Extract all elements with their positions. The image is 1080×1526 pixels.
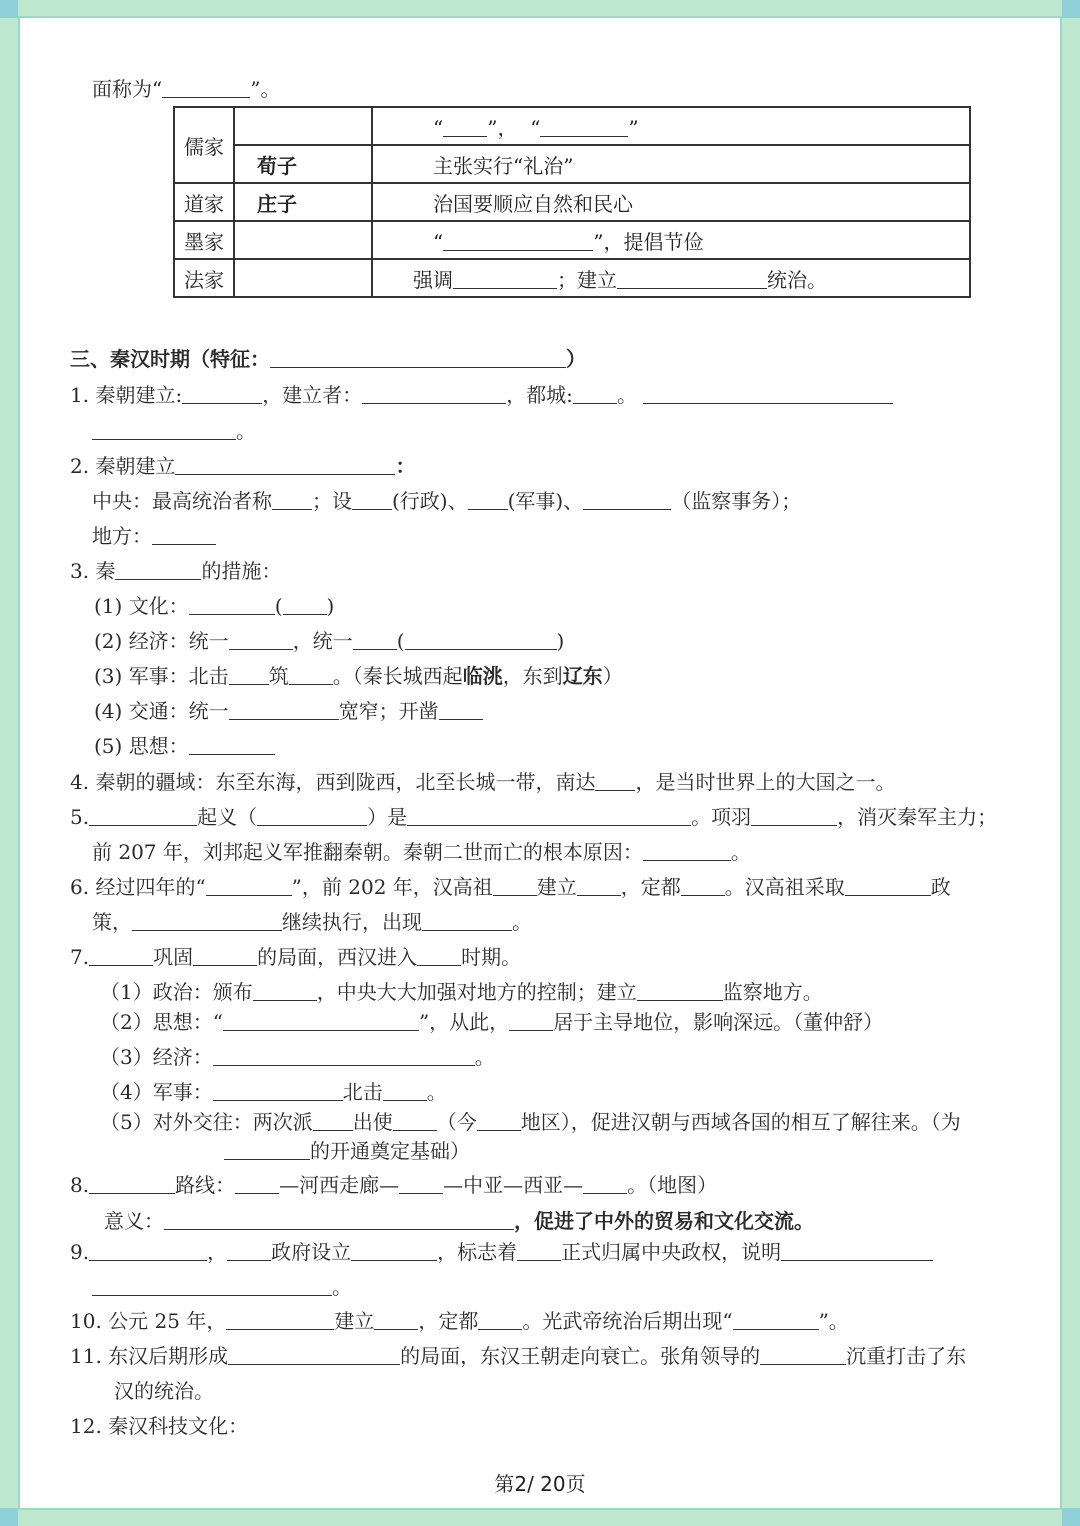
table-row	[174, 183, 970, 221]
question-8-significance: 意义： ，促进了中外的贸易和文化交流。	[104, 1209, 814, 1233]
question-7-item-2: （2）思想：“ ”，从此， 居于主导地位，影响深远。（董仲舒）	[100, 1010, 884, 1034]
question-1-cont: 。	[92, 418, 256, 444]
corner-decoration	[1062, 1508, 1080, 1526]
question-7-item-5: （5）对外交往：两次派 出使 （今 地区），促进汉朝与西域各国的相互了解往来。（为	[100, 1110, 961, 1134]
question-1: 1. 秦朝建立: ，建立者： ，都城: 。	[70, 382, 893, 408]
question-7-item-4: （4）军事： 北击 。	[100, 1080, 447, 1104]
question-2-central: 中央：最高统治者称 ；设 (行政)、 (军事)、 （监察事务）；	[92, 489, 802, 513]
name-cell	[234, 221, 372, 259]
question-8: 8. 路线： —河西走廊— —中亚—西亚— 。（地图）	[70, 1173, 718, 1197]
table-row	[174, 107, 970, 145]
schools-table	[173, 106, 971, 298]
name-cell	[234, 259, 372, 297]
question-7-item-5-cont: 的开通奠定基础）	[224, 1138, 470, 1164]
question-9: 9. ， 政府设立 ，标志着 正式归属中央政权，说明	[70, 1239, 933, 1265]
school-cell: 墨家	[174, 221, 234, 259]
question-7-item-1: （1）政治：颁布 ，中央大大加强对地方的控制；建立 监察地方。	[100, 980, 823, 1004]
name-cell	[234, 107, 372, 145]
question-9-cont: 。	[92, 1274, 352, 1300]
name-cell: 荀子	[234, 145, 372, 183]
question-2: 2. 秦朝建立 ：	[70, 454, 416, 478]
desc-cell: 主张实行“礼治”	[372, 145, 970, 183]
table-row	[174, 145, 970, 183]
corner-decoration	[0, 0, 18, 18]
question-3-item-4: (4) 交通：统一 宽窄；开凿	[94, 698, 483, 724]
table-row	[174, 259, 970, 297]
school-cell: 道家	[174, 183, 234, 221]
question-7: 7. 巩固 的局面，西汉进入 时期。	[70, 945, 522, 969]
corner-decoration	[1062, 0, 1080, 18]
question-11-cont: 汉的统治。	[114, 1379, 214, 1403]
name-cell: 庄子	[234, 183, 372, 221]
desc-cell: “ ”，提倡节俭	[372, 221, 970, 259]
question-5-cont: 前 207 年，刘邦起义军推翻秦朝。秦朝二世而亡的根本原因： 。	[92, 840, 751, 864]
school-cell: 儒家	[174, 107, 234, 183]
desc-cell: 强调 ；建立 统治。	[372, 259, 970, 297]
school-cell: 法家	[174, 259, 234, 297]
question-10: 10. 公元 25 年， 建立 ，定都 。光武帝统治后期出现“ ”。	[70, 1309, 849, 1333]
section-title: 三、秦汉时期（特征： ）	[70, 347, 586, 371]
corner-decoration	[0, 1508, 18, 1526]
question-3-item-1: (1) 文化： ( )	[94, 594, 335, 618]
desc-cell: 治国要顺应自然和民心	[372, 183, 970, 221]
table-row	[174, 221, 970, 259]
question-6: 6. 经过四年的“ ”，前 202 年，汉高祖 建立 ，定都 。汉高祖采取 政	[70, 875, 951, 899]
question-4: 4. 秦朝的疆域：东至东海，西到陇西，北至长城一带，南达 ，是当时世界上的大国之一。	[70, 770, 896, 794]
question-12: 12. 秦汉科技文化：	[70, 1414, 249, 1438]
question-2-local: 地方：	[92, 523, 216, 549]
question-11: 11. 东汉后期形成 的局面，东汉王朝走向衰亡。张角领导的 沉重打击了东	[70, 1344, 967, 1368]
question-3-item-2: (2) 经济：统一 ，统一 ( )	[94, 629, 565, 653]
question-3: 3. 秦 的措施：	[70, 559, 282, 583]
page-number: 第2/ 20页	[494, 1472, 586, 1496]
top-line: 面称为“ ”。	[92, 77, 281, 101]
question-6-cont: 策， 继续执行，出现 。	[92, 910, 532, 934]
question-3-item-5: (5) 思想：	[94, 733, 275, 759]
question-5: 5. 起义（ ）是 。项羽 ，消灭秦军主力；	[70, 805, 998, 829]
question-7-item-3: （3）经济： 。	[100, 1045, 495, 1069]
desc-cell: “ ”， “ ”	[372, 107, 970, 145]
question-3-item-3: (3) 军事：北击 筑 。（秦长城西起临洮，东到辽东）	[94, 664, 623, 688]
